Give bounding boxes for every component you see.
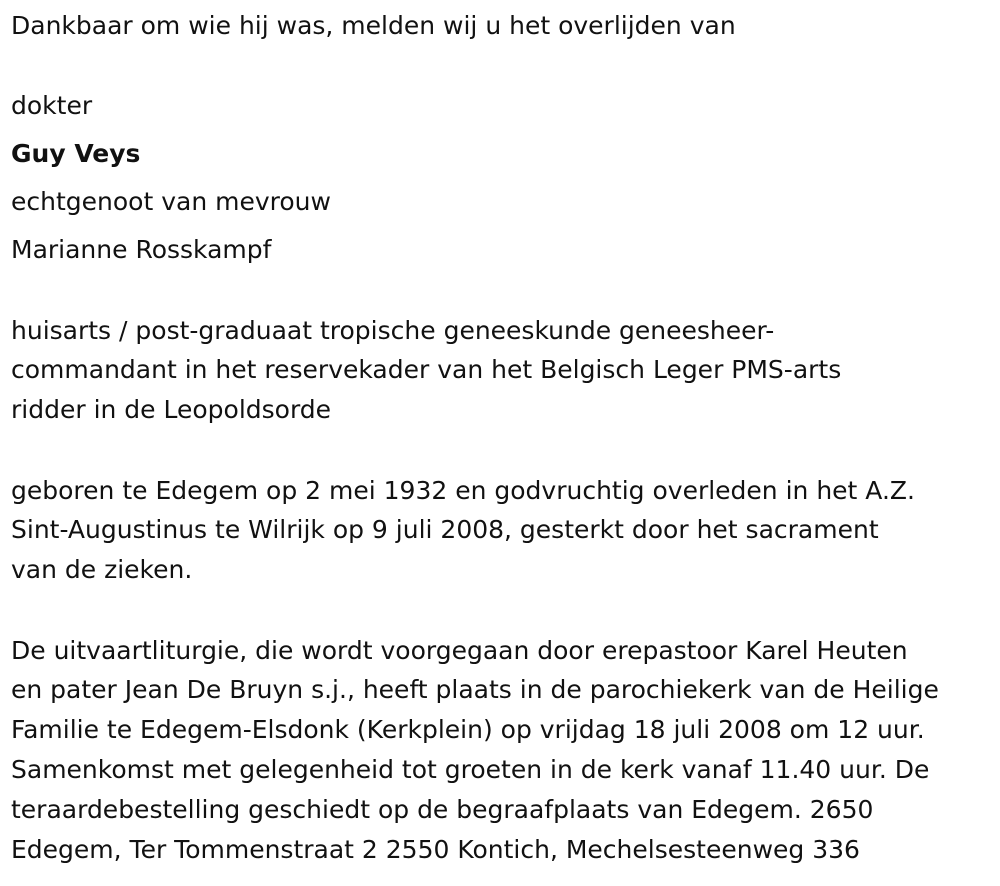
- occupation-line: commandant in het reservekader van het Belgisch Leger PMS-arts: [11, 355, 842, 384]
- funeral-line: Edegem, Ter Tommenstraat 2 2550 Kontich, Mechelsesteenweg 336: [11, 835, 860, 864]
- birth-death-line: geboren te Edegem op 2 mei 1932 en godvruchtig overleden in het A.Z.: [11, 476, 915, 505]
- funeral-line: Samenkomst met gelegenheid tot groeten in de kerk vanaf 11.40 uur. De: [11, 755, 930, 784]
- spouse-name: Marianne Rosskampf: [11, 235, 272, 264]
- intro-text: Dankbaar om wie hij was, melden wij u het overlijden van: [11, 11, 736, 40]
- funeral-line: en pater Jean De Bruyn s.j., heeft plaats in de parochiekerk van de Heilige: [11, 675, 939, 704]
- birth-death-line: van de zieken.: [11, 555, 193, 584]
- funeral-line: De uitvaartliturgie, die wordt voorgegaan door erepastoor Karel Heuten: [11, 636, 908, 665]
- funeral-line: Familie te Edegem-Elsdonk (Kerkplein) op vrijdag 18 juli 2008 om 12 uur.: [11, 715, 925, 744]
- occupation-line: huisarts / post-graduaat tropische geneeskunde geneesheer-: [11, 316, 775, 345]
- deceased-name: Guy Veys: [11, 139, 141, 168]
- funeral-line: teraardebestelling geschiedt op de begraafplaats van Edegem. 2650: [11, 795, 874, 824]
- birth-death-line: Sint-Augustinus te Wilrijk op 9 juli 2008, gesterkt door het sacrament: [11, 515, 879, 544]
- occupation-line: ridder in de Leopoldsorde: [11, 395, 332, 424]
- title-prefix: dokter: [11, 91, 93, 120]
- spouse-prefix: echtgenoot van mevrouw: [11, 187, 331, 216]
